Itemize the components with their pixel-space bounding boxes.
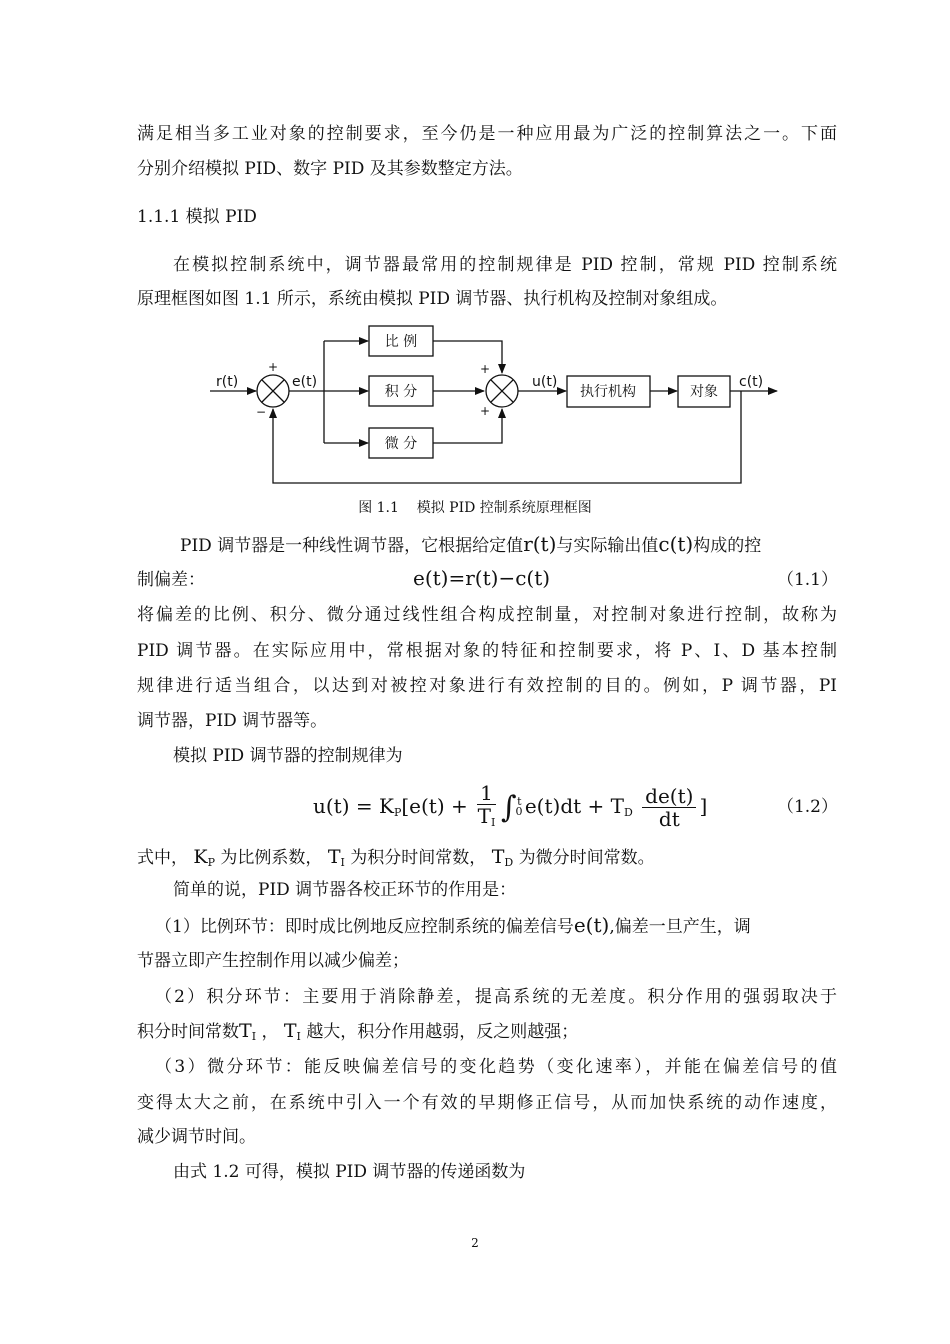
paragraph-5-line-1: 式中， $K_P$ 为比例系数， $T_I$ 为积分时间常数， $T_D$ 为微分时间常数。 xyxy=(137,846,655,869)
paragraph-2-line-2: 原理框图如图 1.1 所示，系统由模拟 PID 调节器、执行机构及控制对象组成。 xyxy=(137,289,728,309)
paragraph-3-line-4: PID 调节器。在实际应用中，常根据对象的特征和控制要求，将 P、I、D 基本控制 xyxy=(137,641,837,661)
junction1-minus-sign: − xyxy=(256,405,267,419)
paragraph-7-line-1: 由式 1.2 可得，模拟 PID 调节器的传递函数为 xyxy=(173,1162,526,1182)
paragraph-3-line-6: 调节器，PID 调节器等。 xyxy=(137,711,328,731)
paragraph-6-line-1: 简单的说，PID 调节器各校正环节的作用是： xyxy=(173,880,517,900)
block-integral-label: 积 分 xyxy=(384,384,418,400)
item-1-line-2: 节器立即产生控制作用以减少偏差； xyxy=(137,951,409,971)
integral-sign: ∫ t 0 xyxy=(500,789,523,825)
block-actuator-label: 执行机构 xyxy=(580,384,636,400)
signal-r-label: r(t) xyxy=(216,374,239,390)
paragraph-4-line-1: 模拟 PID 调节器的控制规律为 xyxy=(173,746,403,766)
signal-c-label: c(t) xyxy=(739,374,764,390)
fraction-one-over-ti: $\frac{1}{T_I}$ xyxy=(477,780,496,829)
item-3-line-2: 变得太大之前，在系统中引入一个有效的早期修正信号，从而加快系统的动作速度， xyxy=(137,1093,837,1113)
signal-u-label: u(t) xyxy=(532,374,558,390)
section-heading: 1.1.1 模拟 PID xyxy=(137,207,257,227)
item-1-line-1: （1）比例环节：即时成比例地反应控制系统的偏差信号e(t),偏差一旦产生，调 xyxy=(155,913,751,937)
figure-caption xyxy=(0,498,950,518)
signal-e-label: e(t) xyxy=(292,374,318,390)
item-3-line-3: 减少调节时间。 xyxy=(137,1127,256,1147)
junction1-plus-sign: + xyxy=(268,360,279,374)
block-derivative-label: 微 分 xyxy=(384,436,418,452)
item-2-line-2: 积分时间常数$T_I$ ， $T_I$ 越大，积分作用越弱，反之则越强； xyxy=(137,1020,579,1043)
paragraph-2-line-1: 在模拟控制系统中，调节器最常用的控制规律是 PID 控制，常规 PID 控制系统 xyxy=(173,255,837,275)
page-number: 2 xyxy=(471,1236,479,1250)
paragraph-1-line-2: 分别介绍模拟 PID、数字 PID 及其参数整定方法。 xyxy=(137,159,523,179)
paragraph-3-line-2: 制偏差： xyxy=(137,570,205,590)
item-2-line-1: （2）积分环节：主要用于消除静差，提高系统的无差度。积分作用的强弱取决于 xyxy=(155,987,837,1007)
block-proportional-label: 比 例 xyxy=(384,334,418,350)
equation-2: $u(t) = K_P[e(t)$ + $\frac{1}{T_I}$ ∫ t 0 $e(t)dt + T_D$ $\frac{de(t)}{dt}$ ] xyxy=(313,776,707,836)
equation-1-number: （1.1） xyxy=(776,570,838,590)
item-3-line-1: （3）微分环节：能反映偏差信号的变化趋势（变化速率），并能在偏差信号的值 xyxy=(155,1057,837,1077)
junction2-plus-sign-top: + xyxy=(480,362,491,376)
paragraph-1-line-1: 满足相当多工业对象的控制要求，至今仍是一种应用最为广泛的控制算法之一。下面 xyxy=(137,124,837,144)
figure-caption-text: 模拟 PID 控制系统原理框图 xyxy=(416,500,592,516)
equation-2-number: （1.2） xyxy=(776,797,838,817)
junction2-plus-sign-bottom: + xyxy=(480,404,491,418)
paragraph-3-line-1: PID 调节器是一种线性调节器，它根据给定值r(t)与实际输出值c(t)构成的控 xyxy=(180,532,762,556)
equation-1: e(t)=r(t)−c(t) xyxy=(413,566,551,590)
figure-number: 图 1.1 xyxy=(358,500,399,516)
fraction-de-dt: $\frac{de(t)}{dt}$ xyxy=(642,785,696,830)
paragraph-3-line-5: 规律进行适当组合，以达到对被控对象进行有效控制的目的。例如，P 调节器，PI xyxy=(137,676,837,696)
paragraph-3-line-3: 将偏差的比例、积分、微分通过线性组合构成控制量，对控制对象进行控制，故称为 xyxy=(137,605,837,625)
block-object-label: 对象 xyxy=(690,384,718,400)
